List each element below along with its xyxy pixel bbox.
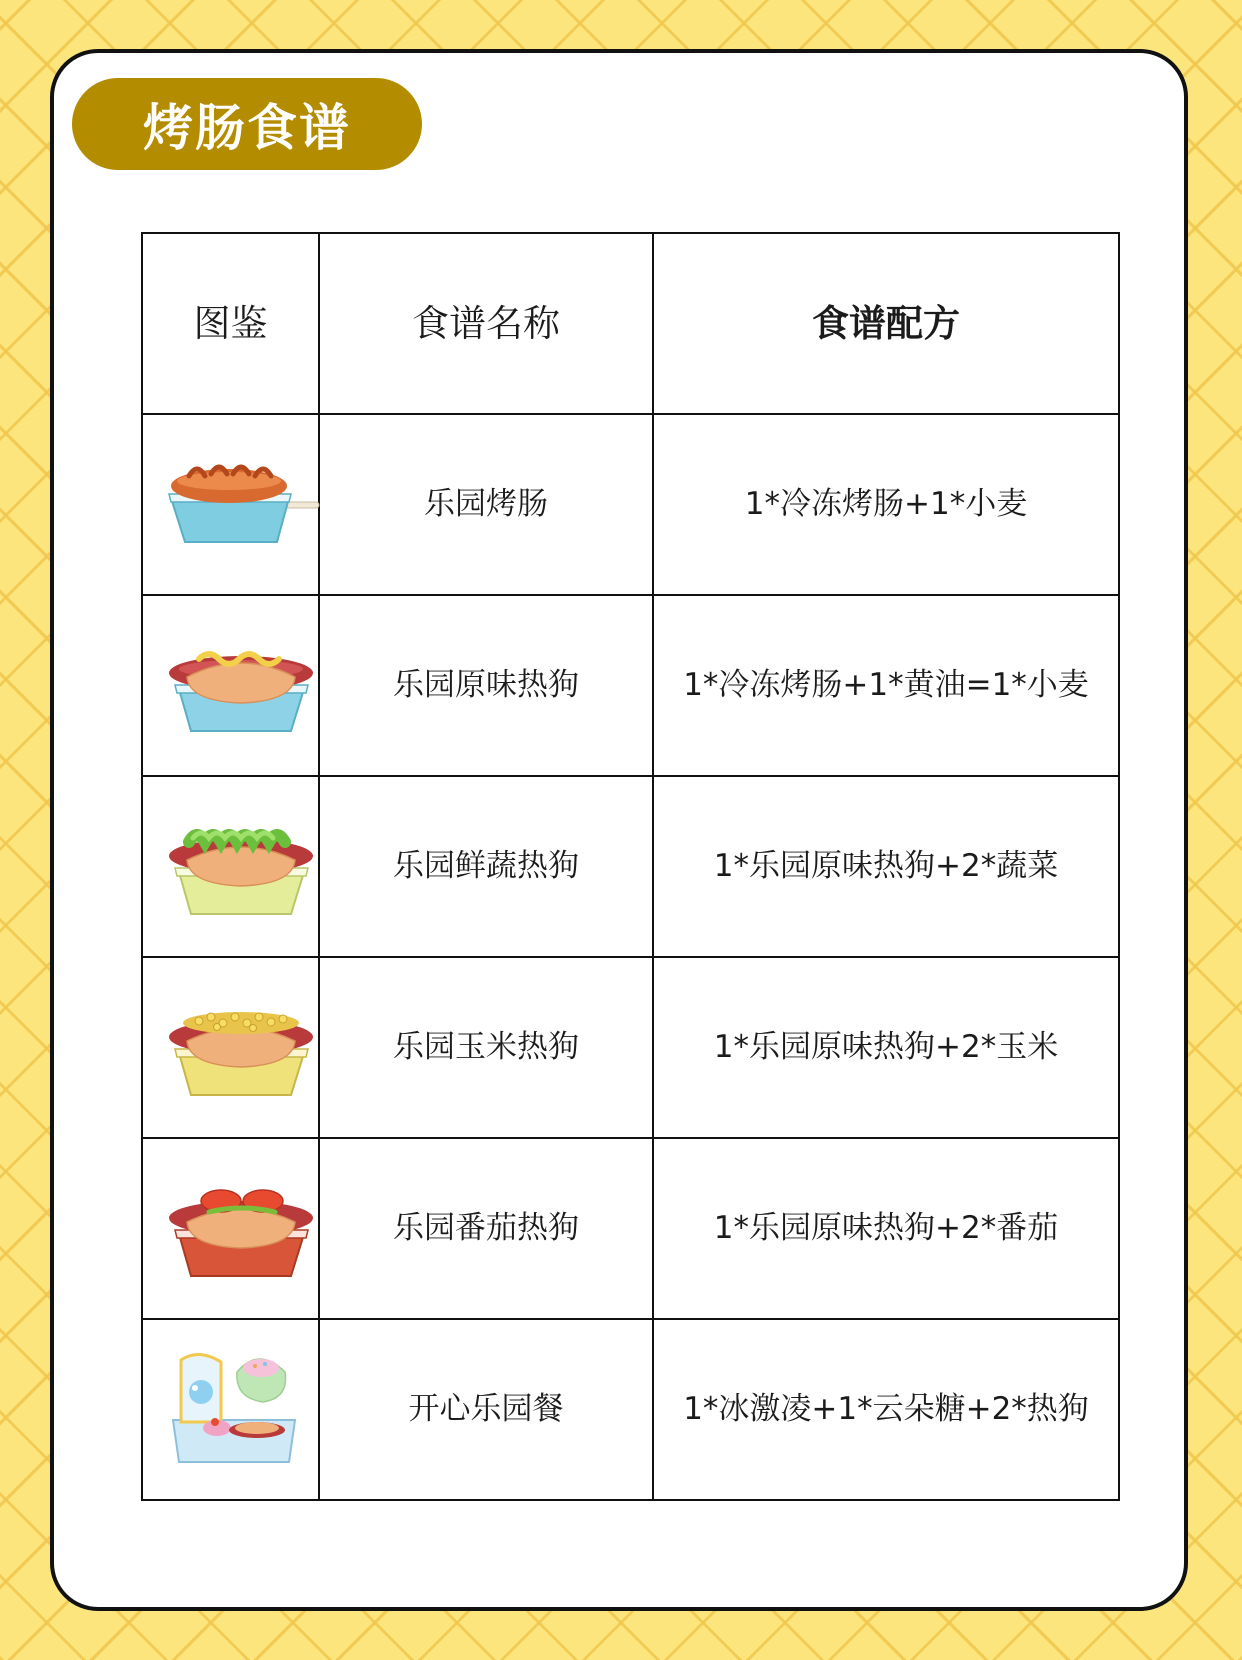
tomato-hotdog-icon xyxy=(159,1174,324,1284)
header-name: 食谱名称 xyxy=(319,233,653,414)
recipe-formula: 1*乐园原味热狗+2*蔬菜 xyxy=(653,776,1119,957)
table-row xyxy=(142,1138,1119,1319)
veggie-hotdog-icon xyxy=(159,812,324,922)
header-image: 图鉴 xyxy=(142,233,319,414)
row-image-cell xyxy=(142,957,319,1138)
recipe-name: 乐园鲜蔬热狗 xyxy=(319,776,653,957)
recipe-name: 乐园番茄热狗 xyxy=(319,1138,653,1319)
row-image-cell xyxy=(142,1138,319,1319)
recipe-name: 开心乐园餐 xyxy=(319,1319,653,1500)
table-row xyxy=(142,595,1119,776)
happy-park-meal-icon xyxy=(159,1350,309,1470)
recipe-name: 乐园烤肠 xyxy=(319,414,653,595)
recipe-formula: 1*冰激凌+1*云朵糖+2*热狗 xyxy=(653,1319,1119,1500)
recipe-formula: 1*冷冻烤肠+1*小麦 xyxy=(653,414,1119,595)
grilled-sausage-icon xyxy=(159,450,324,560)
recipe-name: 乐园原味热狗 xyxy=(319,595,653,776)
recipe-formula: 1*冷冻烤肠+1*黄油=1*小麦 xyxy=(653,595,1119,776)
row-image-cell xyxy=(142,414,319,595)
recipe-formula: 1*乐园原味热狗+2*玉米 xyxy=(653,957,1119,1138)
row-image-cell xyxy=(142,595,319,776)
table-row xyxy=(142,1319,1119,1500)
row-image-cell xyxy=(142,1319,319,1500)
table-row xyxy=(142,776,1119,957)
table-row xyxy=(142,957,1119,1138)
classic-hotdog-icon xyxy=(159,631,324,741)
recipe-name: 乐园玉米热狗 xyxy=(319,957,653,1138)
table-header-row xyxy=(142,233,1119,414)
header-formula: 食谱配方 xyxy=(653,233,1119,414)
recipe-formula: 1*乐园原味热狗+2*番茄 xyxy=(653,1138,1119,1319)
table-row xyxy=(142,414,1119,595)
page-title: 烤肠食谱 xyxy=(72,78,422,170)
recipe-table xyxy=(141,232,1120,1501)
row-image-cell xyxy=(142,776,319,957)
corn-hotdog-icon xyxy=(159,993,324,1103)
